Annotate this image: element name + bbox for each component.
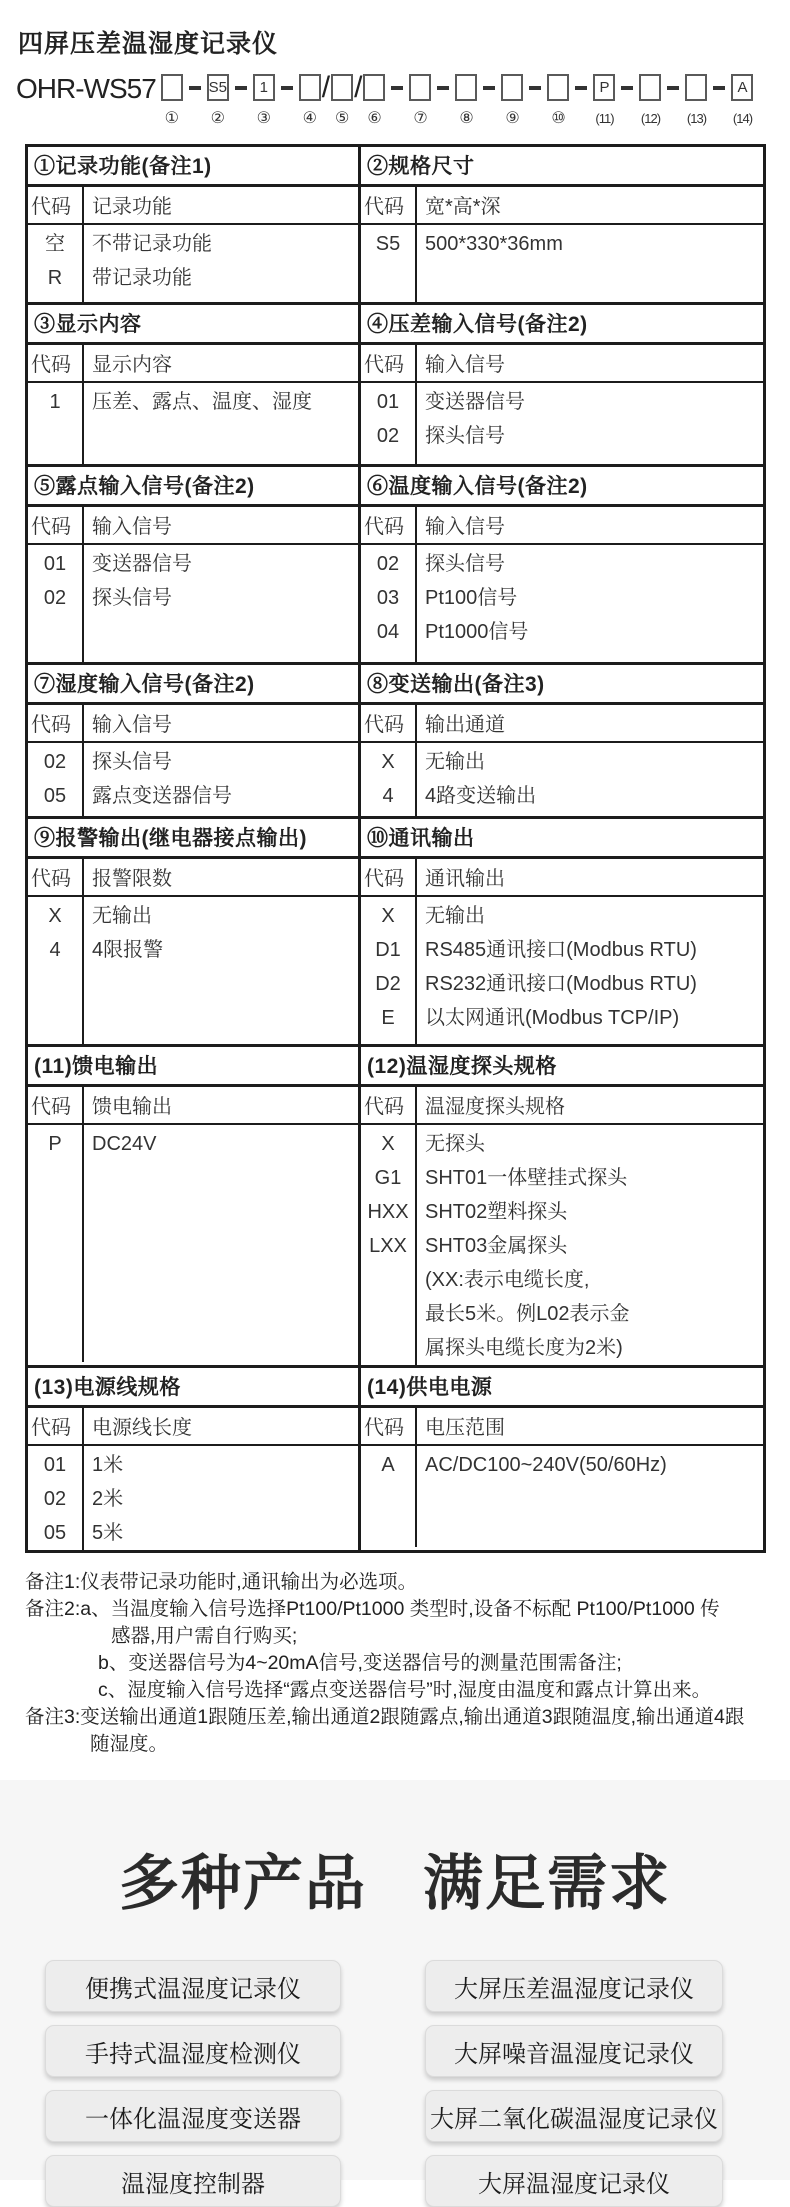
spec-section — [358, 1044, 766, 1368]
dash-mark — [667, 86, 679, 90]
value-cell: SHT01一体壁挂式探头 — [425, 1167, 628, 1189]
code-column — [28, 225, 84, 302]
model-code-box — [501, 74, 523, 101]
code-cell: X — [381, 1133, 395, 1155]
code-cell: R — [47, 267, 63, 289]
value-header: 记录功能 — [92, 196, 172, 218]
code-header: 代码 — [28, 859, 84, 895]
section-title: ⑤露点输入信号(备注2) — [28, 467, 358, 507]
value-column — [84, 1125, 358, 1362]
section-header-row — [28, 187, 358, 225]
model-slot-12 — [639, 74, 661, 128]
promo-heading-left: 多种产品 — [119, 1850, 367, 1917]
code-column — [361, 1446, 417, 1547]
spec-section — [358, 464, 766, 665]
model-code-box: S5 — [207, 74, 229, 101]
code-cell: 4 — [382, 785, 394, 807]
code-cell: 02 — [376, 425, 400, 447]
code-header: 代码 — [28, 187, 84, 223]
code-cell: 01 — [43, 553, 67, 575]
value-column — [417, 743, 763, 816]
value-header: 输入信号 — [92, 516, 172, 538]
code-column — [361, 225, 417, 302]
code-cell: 02 — [43, 1488, 67, 1510]
model-code-box — [363, 74, 385, 101]
model-slot-number: ② — [210, 110, 225, 127]
code-cell: 4 — [49, 939, 61, 961]
note-line: c、湿度输入信号选择“露点变送器信号”时,湿度由温度和露点计算出来。 — [98, 1679, 712, 1701]
dash-separator — [189, 74, 201, 101]
code-cell: D1 — [375, 939, 401, 961]
product-link-button[interactable]: 大屏压差温湿度记录仪 — [425, 1960, 723, 2012]
value-cell: 无输出 — [425, 905, 485, 927]
code-header: 代码 — [361, 859, 417, 895]
dash-separator — [281, 74, 293, 101]
value-cell: DC24V — [92, 1133, 157, 1155]
note-line: 备注1:仪表带记录功能时,通讯输出为必选项。 — [25, 1571, 418, 1593]
spec-section — [25, 1044, 361, 1368]
slash-separator: / — [321, 70, 331, 104]
promo-heading — [0, 1836, 790, 1922]
note-line: b、变送器信号为4~20mA信号,变送器信号的测量范围需备注; — [98, 1652, 622, 1674]
spec-table-row — [25, 302, 766, 467]
dash-mark — [391, 86, 403, 90]
code-header: 代码 — [361, 345, 417, 381]
section-header-row — [28, 705, 358, 743]
code-column — [28, 383, 84, 464]
code-cell: D2 — [375, 973, 401, 995]
spec-section — [358, 1365, 766, 1553]
model-code-row — [16, 70, 790, 128]
value-column — [84, 545, 358, 662]
spec-section — [25, 662, 361, 819]
value-cell: 露点变送器信号 — [92, 785, 232, 807]
section-header-row — [361, 859, 763, 897]
model-slot-8 — [455, 74, 477, 128]
dash-separator — [483, 74, 495, 101]
value-cell: 探头信号 — [425, 425, 505, 447]
value-cell: 2米 — [92, 1488, 124, 1510]
value-column — [417, 1446, 763, 1547]
code-column — [28, 1446, 84, 1550]
slash-separator: / — [354, 70, 363, 104]
spec-section — [358, 144, 766, 305]
value-header: 通讯输出 — [425, 868, 505, 890]
dash-separator — [667, 74, 679, 101]
value-cell: SHT02塑料探头 — [425, 1201, 568, 1223]
value-cell: 带记录功能 — [92, 267, 192, 289]
code-cell: LXX — [369, 1235, 407, 1257]
section-title: ①记录功能(备注1) — [28, 147, 358, 187]
note-line: 感器,用户需自行购买; — [111, 1625, 298, 1647]
model-slot-13 — [685, 74, 707, 128]
value-header: 电源线长度 — [92, 1417, 192, 1439]
value-cell: 5米 — [92, 1522, 124, 1544]
section-body — [28, 383, 358, 464]
model-slot-number: (13) — [686, 111, 707, 126]
value-cell: 无输出 — [92, 905, 152, 927]
spec-section — [358, 816, 766, 1047]
code-header: 代码 — [361, 187, 417, 223]
section-header-row — [28, 345, 358, 383]
value-column — [84, 743, 358, 816]
code-cell: X — [381, 751, 395, 773]
section-header-row — [28, 1087, 358, 1125]
model-code-box: P — [593, 74, 615, 101]
value-column — [84, 1446, 358, 1550]
code-cell: 04 — [376, 621, 400, 643]
spec-table-row — [25, 1365, 766, 1553]
code-header: 代码 — [361, 1087, 417, 1123]
value-header: 温湿度探头规格 — [425, 1096, 565, 1118]
value-cell: 探头信号 — [92, 751, 172, 773]
section-title: ⑧变送输出(备注3) — [361, 665, 763, 705]
dash-mark — [713, 86, 725, 90]
spec-section — [25, 302, 361, 467]
model-slot-11 — [593, 74, 615, 128]
dash-separator — [235, 74, 247, 101]
section-header-row — [28, 859, 358, 897]
code-cell: 05 — [43, 785, 67, 807]
model-slot-6 — [363, 74, 385, 128]
code-header: 代码 — [361, 507, 417, 543]
model-slot-10 — [547, 74, 569, 128]
model-code-slots — [161, 70, 754, 128]
section-header-row — [28, 1408, 358, 1446]
dash-separator — [391, 74, 403, 101]
value-cell: 变送器信号 — [425, 391, 525, 413]
model-slot-number: ③ — [256, 110, 271, 127]
model-code-box — [455, 74, 477, 101]
model-slot-3 — [253, 74, 275, 128]
section-header-row — [28, 507, 358, 545]
dash-separator — [437, 74, 449, 101]
model-slot-number: ⑥ — [367, 110, 382, 127]
value-cell: 探头信号 — [425, 553, 505, 575]
code-header: 代码 — [28, 507, 84, 543]
section-body — [361, 383, 763, 464]
value-cell: RS485通讯接口(Modbus RTU) — [425, 939, 697, 961]
code-header: 代码 — [28, 1408, 84, 1444]
promo-heading-right: 满足需求 — [423, 1850, 671, 1917]
value-cell: 压差、露点、温度、湿度 — [92, 391, 312, 413]
value-column — [417, 1125, 763, 1365]
model-slot-7 — [409, 74, 431, 128]
value-header: 宽*高*深 — [425, 196, 501, 218]
product-link-button[interactable]: 大屏噪音温湿度记录仪 — [425, 2025, 723, 2077]
dash-mark — [235, 86, 247, 90]
spec-section — [25, 816, 361, 1047]
value-column — [84, 897, 358, 1044]
model-slot-number: (11) — [595, 111, 614, 126]
code-cell: X — [381, 905, 395, 927]
code-cell: A — [381, 1454, 395, 1476]
dash-mark — [621, 86, 633, 90]
section-title: ⑨报警输出(继电器接点输出) — [28, 819, 358, 859]
dash-mark — [483, 86, 495, 90]
code-column — [361, 897, 417, 1044]
section-body — [28, 225, 358, 302]
model-code-box — [409, 74, 431, 101]
dash-separator — [529, 74, 541, 101]
value-cell: 4限报警 — [92, 939, 164, 961]
model-slot-number: ⑧ — [459, 110, 474, 127]
model-slot-5 — [331, 74, 353, 128]
note-line: 备注3:变送输出通道1跟随压差,输出通道2跟随露点,输出通道3跟随温度,输出通道4跟 — [25, 1706, 745, 1728]
code-cell: G1 — [374, 1167, 402, 1189]
section-body — [28, 1125, 358, 1362]
value-cell: 无探头 — [425, 1133, 485, 1155]
model-slot-1 — [161, 74, 183, 128]
dash-mark — [281, 86, 293, 90]
value-cell: 变送器信号 — [92, 553, 192, 575]
spec-table-row — [25, 144, 766, 305]
model-code-box — [161, 74, 183, 101]
section-body — [28, 897, 358, 1044]
code-header: 代码 — [28, 705, 84, 741]
code-column — [28, 545, 84, 662]
model-slot-number: (12) — [640, 111, 661, 126]
model-code-box — [685, 74, 707, 101]
model-slot-number: ④ — [302, 110, 317, 127]
value-cell: AC/DC100~240V(50/60Hz) — [425, 1454, 667, 1476]
product-link-button[interactable]: 温湿度控制器 — [45, 2155, 341, 2207]
model-slot-number: ⑨ — [505, 110, 520, 127]
code-cell: 01 — [43, 1454, 67, 1476]
code-column — [28, 1125, 84, 1362]
dash-mark — [529, 86, 541, 90]
dash-separator — [621, 74, 633, 101]
section-header-row — [361, 1087, 763, 1125]
value-column — [417, 545, 763, 662]
dash-mark — [575, 86, 587, 90]
value-header: 电压范围 — [425, 1417, 505, 1439]
value-cell: 4路变送输出 — [425, 785, 537, 807]
product-link-grid — [45, 1960, 790, 2207]
value-header: 输出通道 — [425, 714, 505, 736]
section-body — [361, 225, 763, 302]
model-code-box — [639, 74, 661, 101]
value-header: 报警限数 — [92, 868, 172, 890]
value-header: 显示内容 — [92, 354, 172, 376]
value-cell: Pt100信号 — [425, 587, 518, 609]
code-cell: 02 — [43, 751, 67, 773]
section-title: (13)电源线规格 — [28, 1368, 358, 1408]
section-title: ③显示内容 — [28, 305, 358, 345]
section-header-row — [361, 345, 763, 383]
code-column — [361, 383, 417, 464]
section-title: ②规格尺寸 — [361, 147, 763, 187]
page-title: 四屏压差温湿度记录仪 — [18, 30, 279, 58]
section-title: ⑥温度输入信号(备注2) — [361, 467, 763, 507]
code-cell: S5 — [375, 233, 401, 255]
section-body — [28, 545, 358, 662]
code-column — [361, 743, 417, 816]
spec-table-row — [25, 662, 766, 819]
section-header-row — [361, 1408, 763, 1446]
value-column — [417, 383, 763, 464]
code-cell: X — [48, 905, 62, 927]
section-body — [28, 743, 358, 816]
code-header: 代码 — [28, 1087, 84, 1123]
code-cell: HXX — [367, 1201, 409, 1223]
spec-table — [25, 144, 766, 1553]
code-header: 代码 — [28, 345, 84, 381]
model-slot-number: ⑦ — [413, 110, 428, 127]
note-line: 随湿度。 — [90, 1733, 169, 1755]
product-link-button[interactable]: 大屏二氧化碳温湿度记录仪 — [425, 2090, 723, 2142]
dash-separator — [713, 74, 725, 101]
value-cell: 无输出 — [425, 751, 485, 773]
section-header-row — [361, 507, 763, 545]
section-body — [361, 1446, 763, 1547]
promo-section — [0, 1780, 790, 2198]
product-link-button[interactable]: 一体化温湿度变送器 — [45, 2090, 341, 2142]
value-column — [417, 225, 763, 302]
code-cell: E — [381, 1007, 395, 1029]
spec-table-row — [25, 1044, 766, 1368]
code-cell: 01 — [376, 391, 400, 413]
value-cell: 以太网通讯(Modbus TCP/IP) — [425, 1007, 680, 1029]
model-code-box: A — [731, 74, 753, 101]
model-code-box — [331, 74, 353, 101]
model-slot-4 — [299, 74, 321, 128]
section-title: ⑩通讯输出 — [361, 819, 763, 859]
value-header: 馈电输出 — [92, 1096, 172, 1118]
value-column — [417, 897, 763, 1044]
code-cell: 03 — [376, 587, 400, 609]
value-cell: 不带记录功能 — [92, 233, 212, 255]
section-title: (12)温湿度探头规格 — [361, 1047, 763, 1087]
model-code-box — [547, 74, 569, 101]
value-cell: 最长5米。例L02表示金 — [425, 1303, 630, 1325]
code-header: 代码 — [361, 705, 417, 741]
code-column — [28, 897, 84, 1044]
section-body — [28, 1446, 358, 1550]
code-cell: 1 — [49, 391, 61, 413]
section-body — [361, 545, 763, 662]
dash-mark — [437, 86, 449, 90]
dash-separator — [575, 74, 587, 101]
code-header: 代码 — [361, 1408, 417, 1444]
spec-section — [358, 302, 766, 467]
spec-section — [25, 1365, 361, 1553]
section-title: (11)馈电输出 — [28, 1047, 358, 1087]
code-cell: 空 — [45, 233, 65, 255]
spec-section — [25, 144, 361, 305]
value-cell: 500*330*36mm — [425, 233, 563, 255]
note-line: 备注2:a、当温度输入信号选择Pt100/Pt1000 类型时,设备不标配 Pt100/Pt1000 传 — [25, 1598, 720, 1620]
model-slot-number: (14) — [732, 111, 753, 126]
model-slot-14 — [731, 74, 753, 128]
spec-section — [25, 464, 361, 665]
code-column — [361, 1125, 417, 1365]
section-title: (14)供电电源 — [361, 1368, 763, 1408]
product-link-button[interactable]: 便携式温湿度记录仪 — [45, 1960, 341, 2012]
code-cell: 05 — [43, 1522, 67, 1544]
section-body — [361, 743, 763, 816]
section-header-row — [361, 187, 763, 225]
spec-section — [358, 662, 766, 819]
value-cell: SHT03金属探头 — [425, 1235, 568, 1257]
value-cell: 1米 — [92, 1454, 124, 1476]
value-header: 输入信号 — [92, 714, 172, 736]
code-cell: 02 — [376, 553, 400, 575]
notes — [25, 1569, 775, 1758]
model-prefix: OHR-WS57 — [16, 73, 156, 104]
value-cell: 探头信号 — [92, 587, 172, 609]
model-slot-number: ① — [164, 110, 179, 127]
value-cell: RS232通讯接口(Modbus RTU) — [425, 973, 697, 995]
code-cell: 02 — [43, 587, 67, 609]
value-column — [84, 225, 358, 302]
value-header: 输入信号 — [425, 354, 505, 376]
section-header-row — [361, 705, 763, 743]
value-cell: 属探头电缆长度为2米) — [425, 1337, 623, 1359]
dash-mark — [189, 86, 201, 90]
spec-table-row — [25, 464, 766, 665]
model-code-box — [299, 74, 321, 101]
section-title: ⑦湿度输入信号(备注2) — [28, 665, 358, 705]
spec-table-row — [25, 816, 766, 1047]
value-column — [84, 383, 358, 464]
section-body — [361, 897, 763, 1044]
model-slot-2 — [207, 74, 229, 128]
value-cell: Pt1000信号 — [425, 621, 529, 643]
model-slot-number: ⑩ — [551, 110, 566, 127]
value-cell: (XX:表示电缆长度, — [425, 1269, 590, 1291]
model-code-box: 1 — [253, 74, 275, 101]
code-column — [28, 743, 84, 816]
model-slot-number: ⑤ — [334, 110, 350, 127]
value-header: 输入信号 — [425, 516, 505, 538]
section-title: ④压差输入信号(备注2) — [361, 305, 763, 345]
product-link-button[interactable]: 手持式温湿度检测仪 — [45, 2025, 341, 2077]
model-slot-9 — [501, 74, 523, 128]
section-body — [361, 1125, 763, 1365]
code-cell: P — [48, 1133, 62, 1155]
code-column — [361, 545, 417, 662]
product-link-button[interactable]: 大屏温湿度记录仪 — [425, 2155, 723, 2207]
